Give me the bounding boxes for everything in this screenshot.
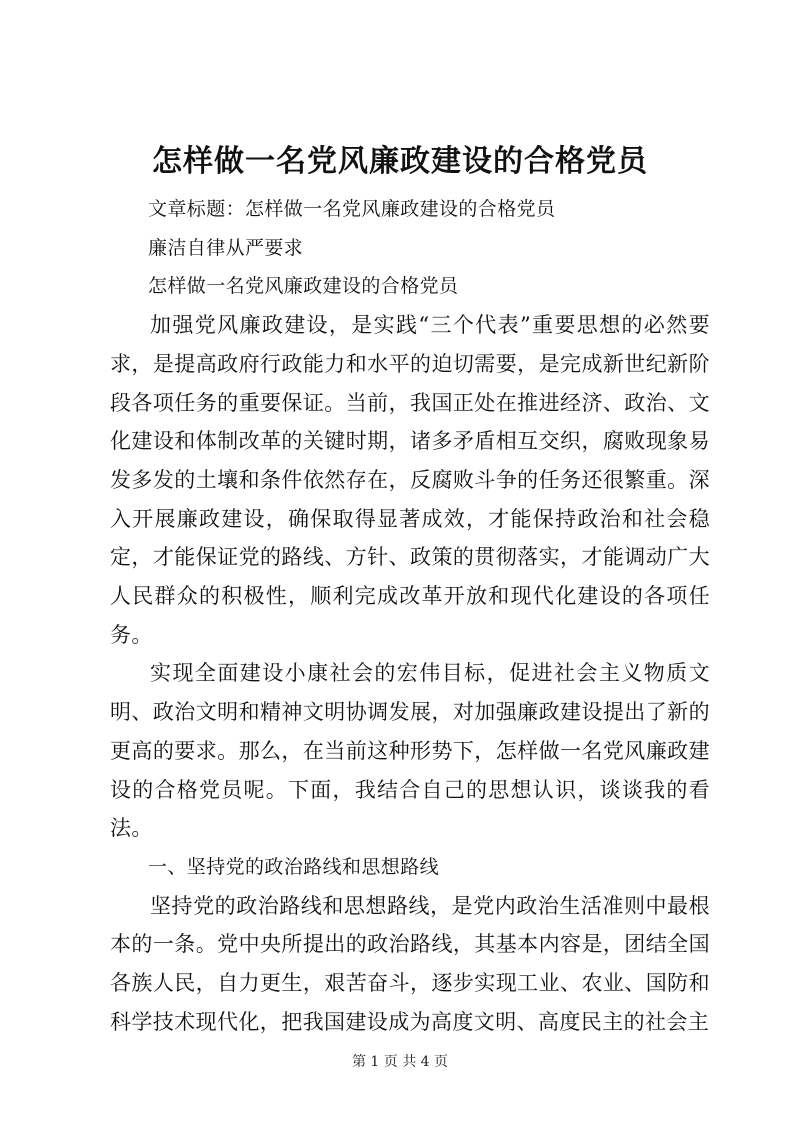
section-paragraph: 坚持党的政治路线和思想路线，是党内政治生活准则中最根本的一条。党中央所提出的政治路线，其基本内容是，团结全国各族人民，自力更生，艰苦奋斗，逐步实现工业、农业、国防和科学技术现代化，把我国建设成为高度文明、高度民主的社会主 [110,893,710,1034]
paragraph: 加强党风廉政建设，是实践“三个代表”重要思想的必然要求，是提高政府行政能力和水平的迫切需要，是完成新世纪新阶段各项任务的重要保证。当前，我国正处在推进经济、政治、文化建设和体制改革的关键时期，诸多矛盾相互交织，腐败现象易发多发的土壤和条件依然存在，反腐败斗争的任务还很繁重。深入开展廉政建设，确保取得显著成效，才能保持政治和社会稳定，才能保证党的路线、方针、政策的贯彻落实，才能调动广大人民群众的积极性，顺利完成改革开放和现代化建设的各项任务。 [110,313,710,647]
document-body [110,190,710,1041]
repeated-title-line: 怎样做一名党风廉政建设的合格党员 [148,275,459,298]
subtitle-line: 廉洁自律从严要求 [148,236,304,259]
section-heading: 一、坚持党的政治路线和思想路线 [148,855,440,878]
article-title-line: 文章标题：怎样做一名党风廉政建设的合格党员 [148,198,556,220]
paragraph: 实现全面建设小康社会的宏伟目标，促进社会主义物质文明、政治文明和精神文明协调发展，对加强廉政建设提出了新的更高的要求。那么，在当前这种形势下，怎样做一名党风廉政建设的合格党员呢。下面，我结合自己的思想认识，谈谈我的看法。 [110,661,710,841]
page-footer: 第 1 页 共 4 页 [351,1054,449,1070]
document-title: 怎样做一名党风廉政建设的合格党员 [152,144,648,179]
